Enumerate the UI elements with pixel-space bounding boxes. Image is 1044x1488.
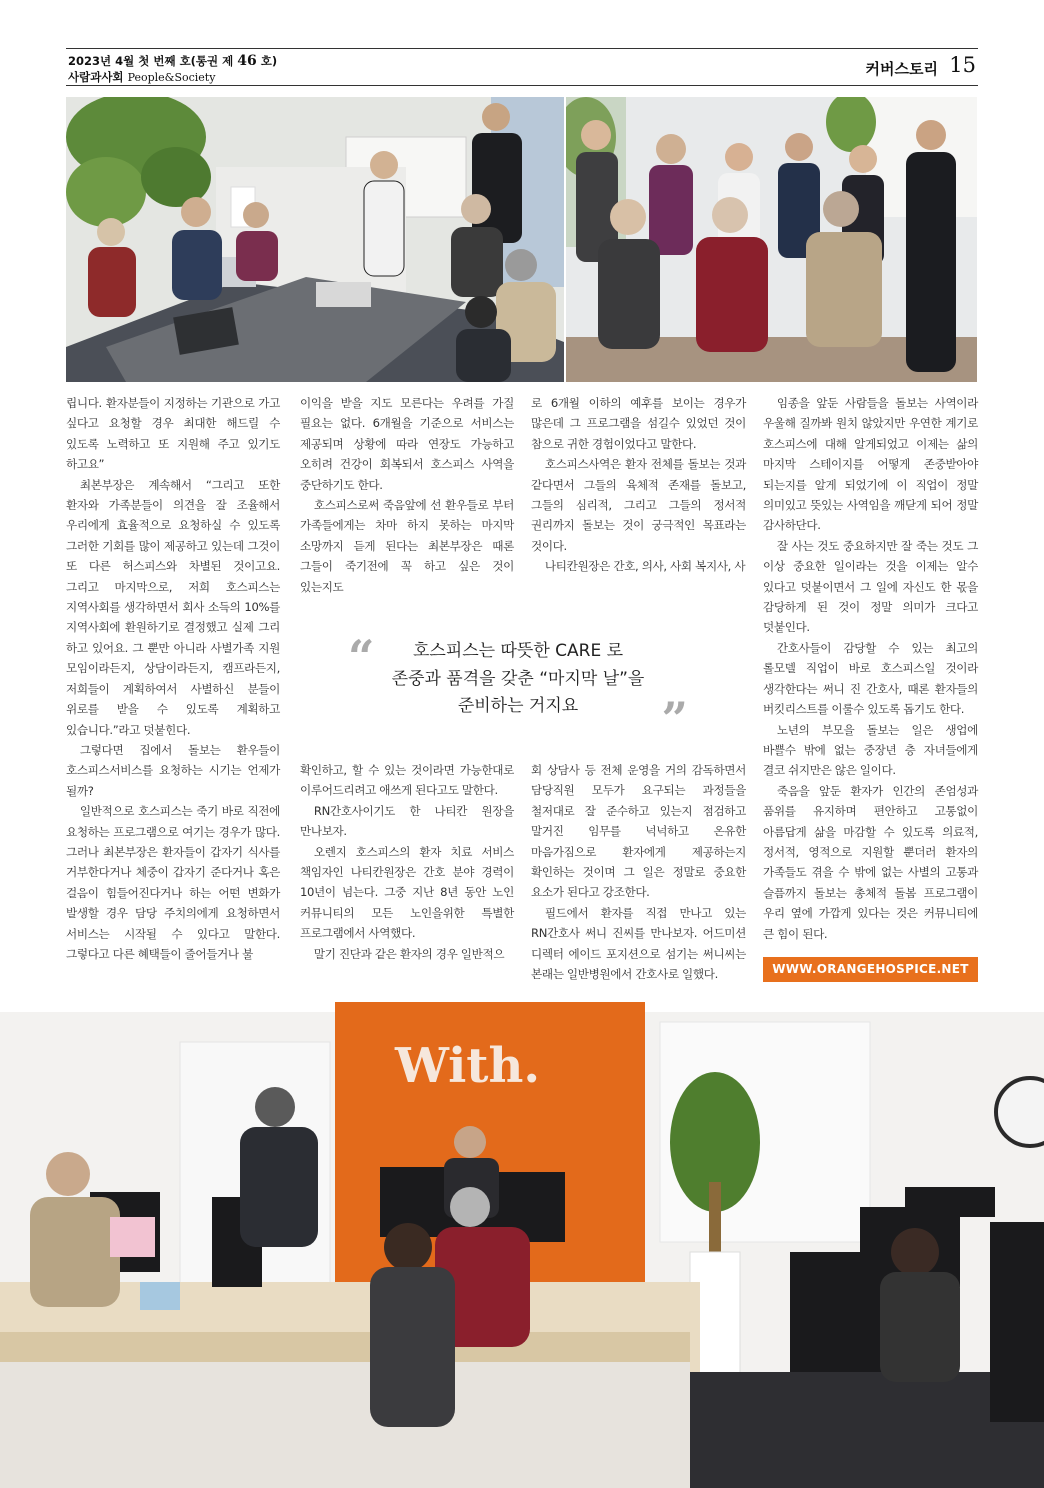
pull-quote: [348, 630, 688, 746]
paragraph: 그렇다면 집에서 돌보는 환우들이 호스피스서비스를 요청하는 시기는 언제가 될까?: [66, 742, 280, 798]
pull-quote-text: [348, 632, 688, 721]
paragraph: 잘 사는 것도 중요하지만 잘 죽는 것도 그 이상 중요한 일이라는 것을 이제는 알수 있다고 덧붙이면서 그 일에 자신도 한 몫을 감당하게 된 것이 정말 의미가 크다고 덧붙인다.: [763, 538, 978, 635]
issue-line: [68, 53, 277, 69]
group-photo-illustration: [566, 97, 977, 382]
group-photo: [566, 97, 977, 382]
meeting-photo: [66, 97, 564, 382]
paragraph: 임종을 앞둔 사람들을 돌보는 사역이라 우울해 질까봐 원치 않았지만 우연한 계기로 호스피스에 대해 알게되었고 이제는 삶의 마지막 스테이지를 어떻게 존중받아야 되는지를 알게 되었기에 이 직업이 정말 의미있고 뜻있는 사역임을 깨닫게 되어 정말 감사하단다.: [763, 396, 978, 533]
paragraph: 죽음을 앞둔 환자가 인간의 존엄성과 품위를 유지하며 편안하고 고통없이 아름답게 삶을 마감할 수 있도록 의료적, 정서적, 영적으로 지원할 뿐더러 환자의 가족들도 겪을 수 밖에 없는 사별의 고통과 슬픔까지 돌보는 총체적 돌봄 프로그램이 우리 옆에 가깝게 있다는 것은 커뮤니티에 큰 힘이 된다.: [763, 783, 978, 941]
pull-quote-line: 호스피스는 따뜻한 CARE 로: [412, 641, 624, 661]
pull-quote-line: 존중과 품격을 갖춘 “마지막 날”을: [391, 668, 645, 689]
paragraph: 오렌지 호스피스의 환자 치료 서비스 책임자인 나티칸원장은 간호 분야 경력이 10년이 넘는다. 그중 지난 8년 동안 노인 커뮤니티의 모든 노인을위한 특별한 프로그램에서 사역했다.: [300, 844, 514, 941]
paragraph: 노년의 부모을 돌보는 일은 생업에 바쁠수 밖에 없는 중장년 층 자녀들에게 결코 쉬지만은 않은 일이다.: [763, 722, 978, 778]
paragraph: 로 6개월 이하의 예후를 보이는 경우가 많은데 그 프로그램을 섬길수 있었던 것이 참으로 귀한 경험이었다고 말한다.: [531, 396, 746, 451]
section-title: 커버스토리: [865, 60, 938, 78]
paragraph: 호스피스사역은 환자 전체를 돌보는 것과 같다면서 그들의 육체적 존재를 돌보고, 그들의 심리적, 그리고 그들의 정서적 권리까지 돌보는 것이 궁극적인 목표라는 것이다.: [531, 457, 746, 553]
website-link[interactable]: WWW.ORANGEHOSPICE.NET: [763, 957, 978, 982]
article-column-1: [66, 393, 280, 964]
paragraph: 나티칸원장은 간호, 의사, 사회 복지사, 사: [544, 559, 746, 574]
paragraph: 호스피스로써 죽음앞에 선 환우들로 부터 가족들에게는 차마 하지 못하는 마지막 소망까지 듣게 된다는 최본부장은 때론 그들이 죽기전에 꼭 하고 싶은 것이 있는지도: [300, 498, 514, 594]
article-column-3-bottom: [531, 760, 746, 984]
paper-name-english: People&Society: [127, 71, 216, 84]
paper-name-korean: 사람과사회: [68, 70, 128, 84]
article-column-3-top: [531, 393, 746, 577]
paragraph: 필드에서 환자를 직접 만나고 있는 RN간호사 써니 진씨를 만나보자. 어드미션 디렉터 에이드 포지션으로 섬기는 써니씨는 본래는 일반병원에서 간호사로 일했다.: [531, 905, 746, 982]
paragraph: 회 상담사 등 전체 운영을 거의 감독하면서 담당직원 모두가 요구되는 과정들을 철저대로 잘 준수하고 있는지 점검하고 말거진 임무를 넉넉하고 온유한 마음가짐으로 환자에게 제공하는지 확인하는 것이며 그 일은 정말로 중요한 요소가 된다고 강조한다.: [531, 763, 746, 900]
paragraph: 확인하고, 할 수 있는 것이라면 가능한대로 이루어드리려고 애쓰게 된다고도 말한다.: [300, 763, 514, 798]
wall-sign: With.: [395, 1038, 541, 1094]
article-column-4: [763, 393, 978, 944]
issue-number: 46: [237, 53, 257, 69]
page-header: [66, 48, 978, 86]
office-photo: [0, 982, 1044, 1488]
paragraph: 일반적으로 호스피스는 죽기 바로 직전에 요청하는 프로그램으로 여기는 경우가 많다. 그러나 최본부장은 환자들이 갑자기 식사를 거부한다거나 체중이 갑자기 준다거나 혹은 걸음이 힘들어진다거나 하는 어떤 변화가 발생할 경우 담당 주치의에게 요청하면서 서비스는 시작될 수 있다고 말한다. 그렇다고 다른 혜택들이 줄어들거나 불: [66, 804, 280, 961]
page-number: 15: [949, 53, 976, 77]
issue-prefix: 2023년 4월 첫 번째 호(통권 제: [68, 54, 238, 68]
wall-clock-icon: [996, 1078, 1044, 1146]
paragraph: 간호사들이 감당할 수 있는 최고의 롤모델 직업이 바로 호스피스일 것이라 생각한다는 써니 진 간호사, 때론 환자들의 버킷리스트를 이룰수 있도록 돕기도 한다.: [763, 640, 978, 717]
issue-suffix: 호): [256, 54, 278, 68]
office-photo-illustration: [0, 982, 1044, 1488]
paper-name: [68, 69, 215, 85]
meeting-photo-illustration: [66, 97, 564, 382]
pull-quote-line: 준비하는 거지요: [457, 696, 579, 716]
paragraph: 말기 진단과 같은 환자의 경우 일반적으: [313, 946, 505, 961]
paragraph: 이익을 받을 지도 모른다는 우려를 가질 필요는 없다. 6개월을 기준으로 서비스는 제공되며 상황에 따라 연장도 가능하고 오히려 건강이 회복되서 호스피스 사역을 중단하기도 한다.: [300, 396, 514, 492]
open-quote-icon: “: [348, 630, 375, 684]
article-column-2-bottom: [300, 760, 514, 964]
paragraph: 최본부장은 계속해서 “그리고 또한 환자와 가족분들이 의견을 잘 조율해서 우리에게 효율적으로 요청하실 수 있도록 그러한 기회를 많이 제공하고 있는데 그것이 또 다른 허스피스와 차별된 것이고요. 그리고 마지막으로, 저희 호스피스는 지역사회를 생각하면서 회사 소득의 10%를 지역사회에 환원하기로 결정했고 실제 그리 하고 있어요. 그 뿐만 아니라 사별가족 지원 모임이라든지, 상담이라든지, 캠프라든지, 저희들이 계획하여서 사별하신 분들이 위로를 받을 수 있도록 계획하고 있습니다.”라고 덧붙힌다.: [66, 477, 280, 737]
paragraph: 립니다. 환자분들이 지정하는 기관으로 가고 싶다고 요청할 경우 최대한 해드릴 수 있도록 노력하고 또 지원해 주고 있기도 하고요”: [66, 396, 280, 472]
article-column-2-top: [300, 393, 514, 597]
paragraph: RN간호사이기도 한 나티칸 원장을 만나보자.: [300, 803, 514, 839]
close-quote-icon: ”: [661, 692, 688, 746]
